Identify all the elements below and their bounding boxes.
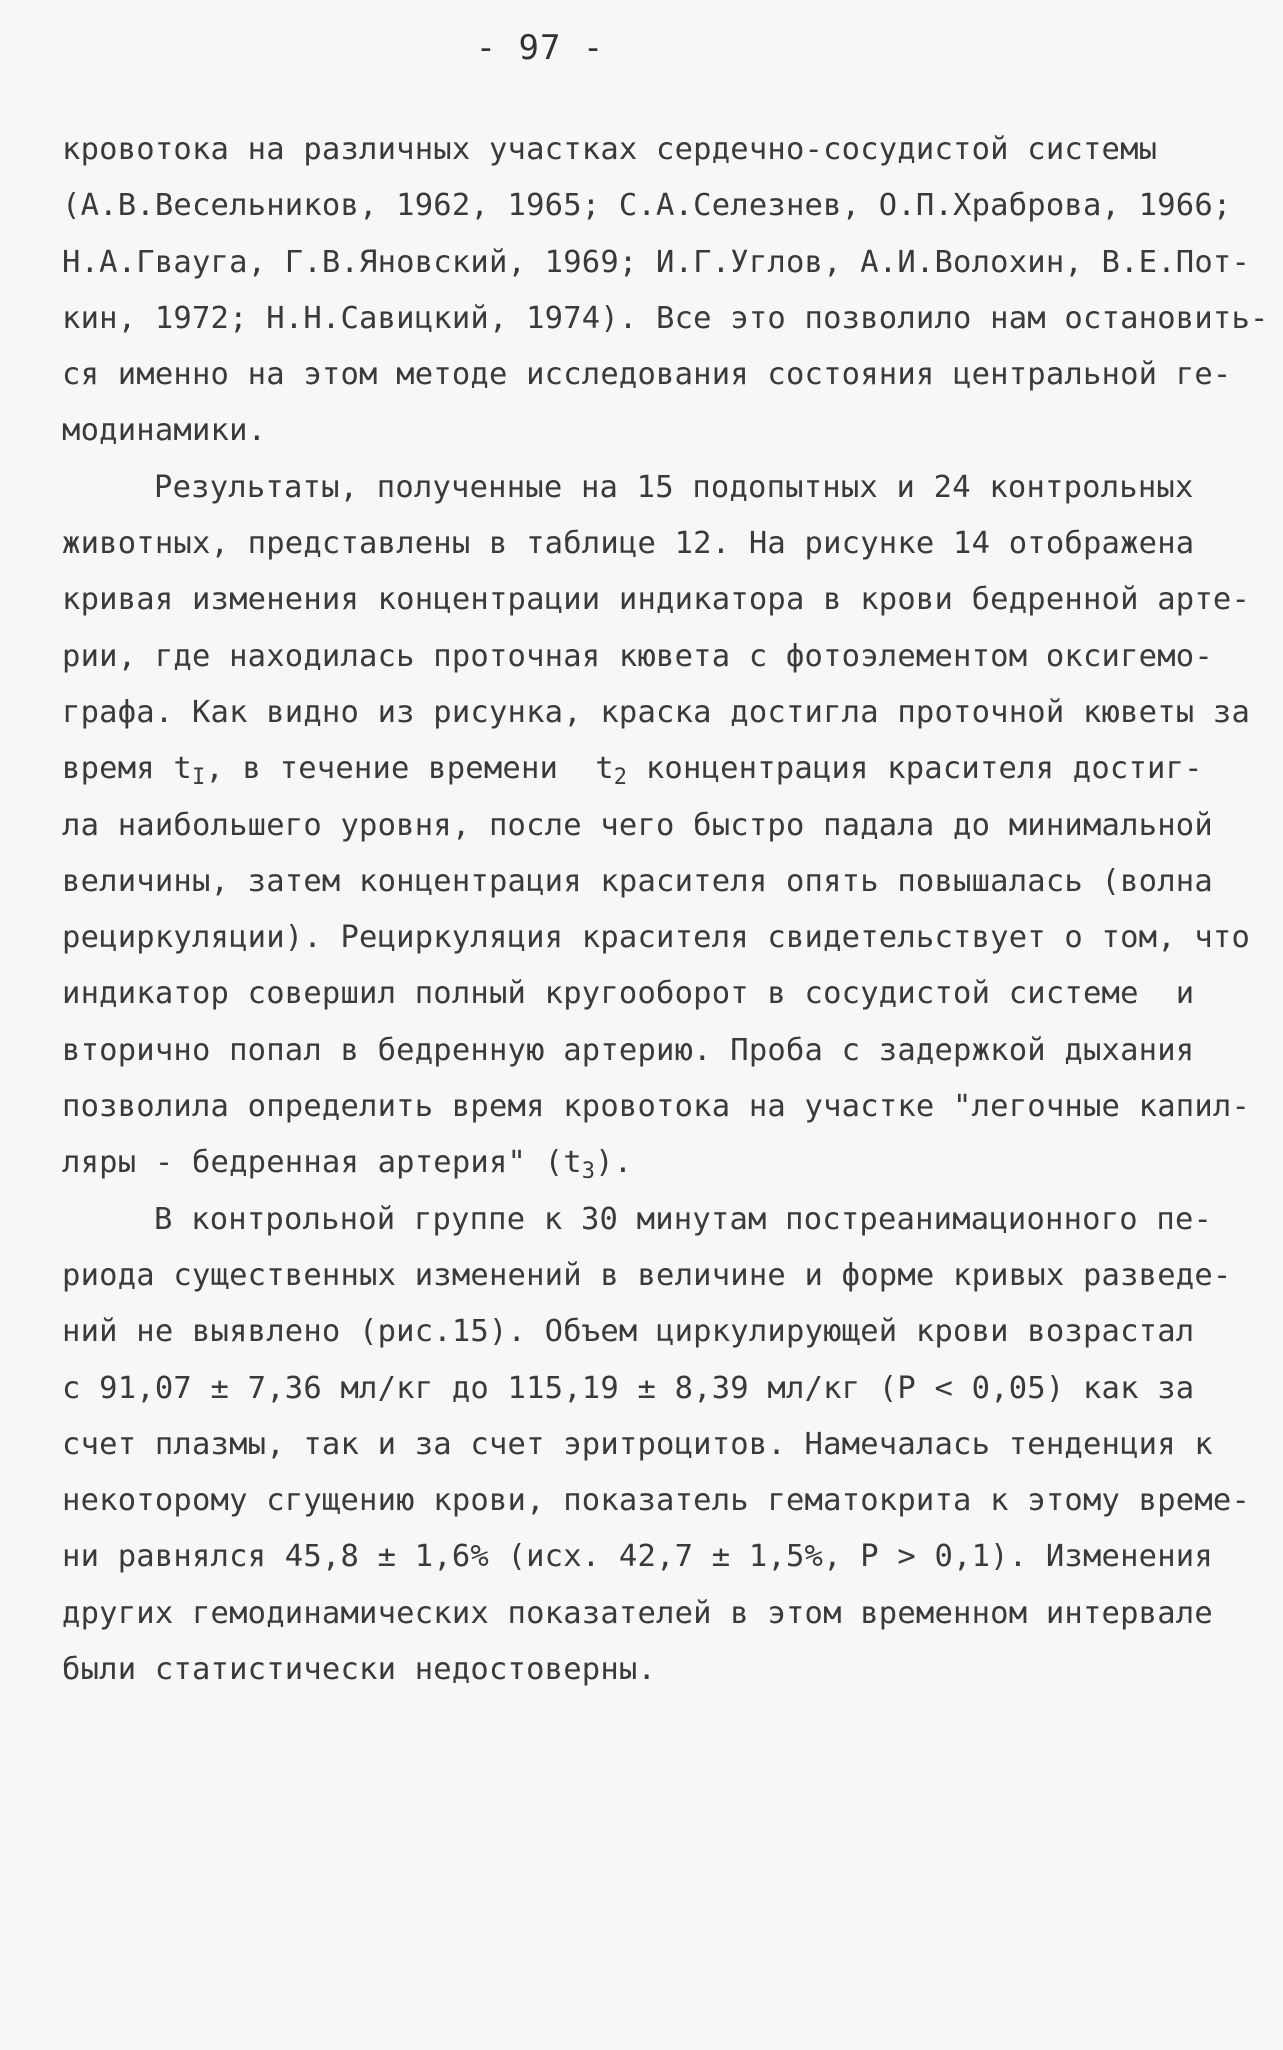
text-line: величины, затем концентрация красителя опять повышалась (волна: [62, 863, 1213, 899]
text-line: Н.А.Гвауга, Г.В.Яновский, 1969; И.Г.Углов, А.И.Волохин, В.Е.Пот-: [62, 244, 1251, 280]
body-text: [62, 122, 1269, 1698]
text-line: рециркуляции). Рециркуляция красителя свидетельствует о том, что: [62, 920, 1251, 956]
text-line: ся именно на этом методе исследования состояния центральной ге-: [62, 357, 1232, 393]
text-line: ни равнялся 45,8 ± 1,6% (исх. 42,7 ± 1,5%, Р > 0,1). Изменения: [62, 1539, 1213, 1575]
text-line: кровотока на различных участках сердечно-сосудистой системы: [62, 132, 1158, 167]
subscript: I: [191, 765, 206, 791]
text-line: риода существенных изменений в величине и форме кривых разведе-: [62, 1257, 1232, 1293]
text-line: время $t_I$, в течение времени $t_2$ концентрация красителя достиг-: [62, 751, 1203, 791]
subscript: 3: [581, 1159, 596, 1185]
text-line: некоторому сгущению крови, показатель гематокрита к этому време-: [62, 1483, 1251, 1519]
text-line: ний не выявлено (рис.15). Объем циркулирующей крови возрастал: [62, 1314, 1195, 1350]
text-line: Результаты, полученные на 15 подопытных и 24 контрольных: [154, 469, 1194, 505]
text-line: кин, 1972; Н.Н.Савицкий, 1974). Все это позволило нам остановить-: [62, 300, 1269, 336]
text-line: кривая изменения концентрации индикатора в крови бедренной арте-: [62, 582, 1251, 618]
text-line: индикатор совершил полный кругооборот в сосудистой системе и: [62, 976, 1195, 1012]
text-line: ляры - бедренная артерия" $(t_3)$.: [62, 1145, 633, 1185]
text-line: модинамики.: [62, 413, 267, 449]
text-line: графа. Как видно из рисунка, краска достигла проточной кюветы за: [62, 694, 1251, 730]
text-line: В контрольной группе к 30 минутам постреанимационного пе-: [154, 1201, 1213, 1237]
text-line: ла наибольшего уровня, после чего быстро падала до минимальной: [62, 807, 1213, 843]
page-number: - 97 -: [475, 28, 605, 68]
text-line: рии, где находилась проточная кювета с фотоэлементом оксигемо-: [62, 638, 1213, 674]
subscript: 2: [613, 765, 628, 791]
text-line: животных, представлены в таблице 12. На рисунке 14 отображена: [62, 526, 1195, 562]
text-line: других гемодинамических показателей в этом временном интервале: [62, 1595, 1213, 1631]
text-line: были статистически недостоверны.: [62, 1652, 657, 1688]
text-line: вторично попал в бедренную артерию. Проба с задержкой дыхания: [62, 1032, 1195, 1068]
text-line: с 91,07 ± 7,36 мл/кг до 115,19 ± 8,39 мл/кг (Р < 0,05) как за: [62, 1370, 1195, 1406]
text-line: позволила определить время кровотока на участке "легочные капил-: [62, 1089, 1251, 1125]
text-line: счет плазмы, так и за счет эритроцитов. Намечалась тенденция к: [62, 1426, 1213, 1462]
text-line: (А.В.Весельников, 1962, 1965; С.А.Селезнев, О.П.Храброва, 1966;: [62, 188, 1232, 224]
